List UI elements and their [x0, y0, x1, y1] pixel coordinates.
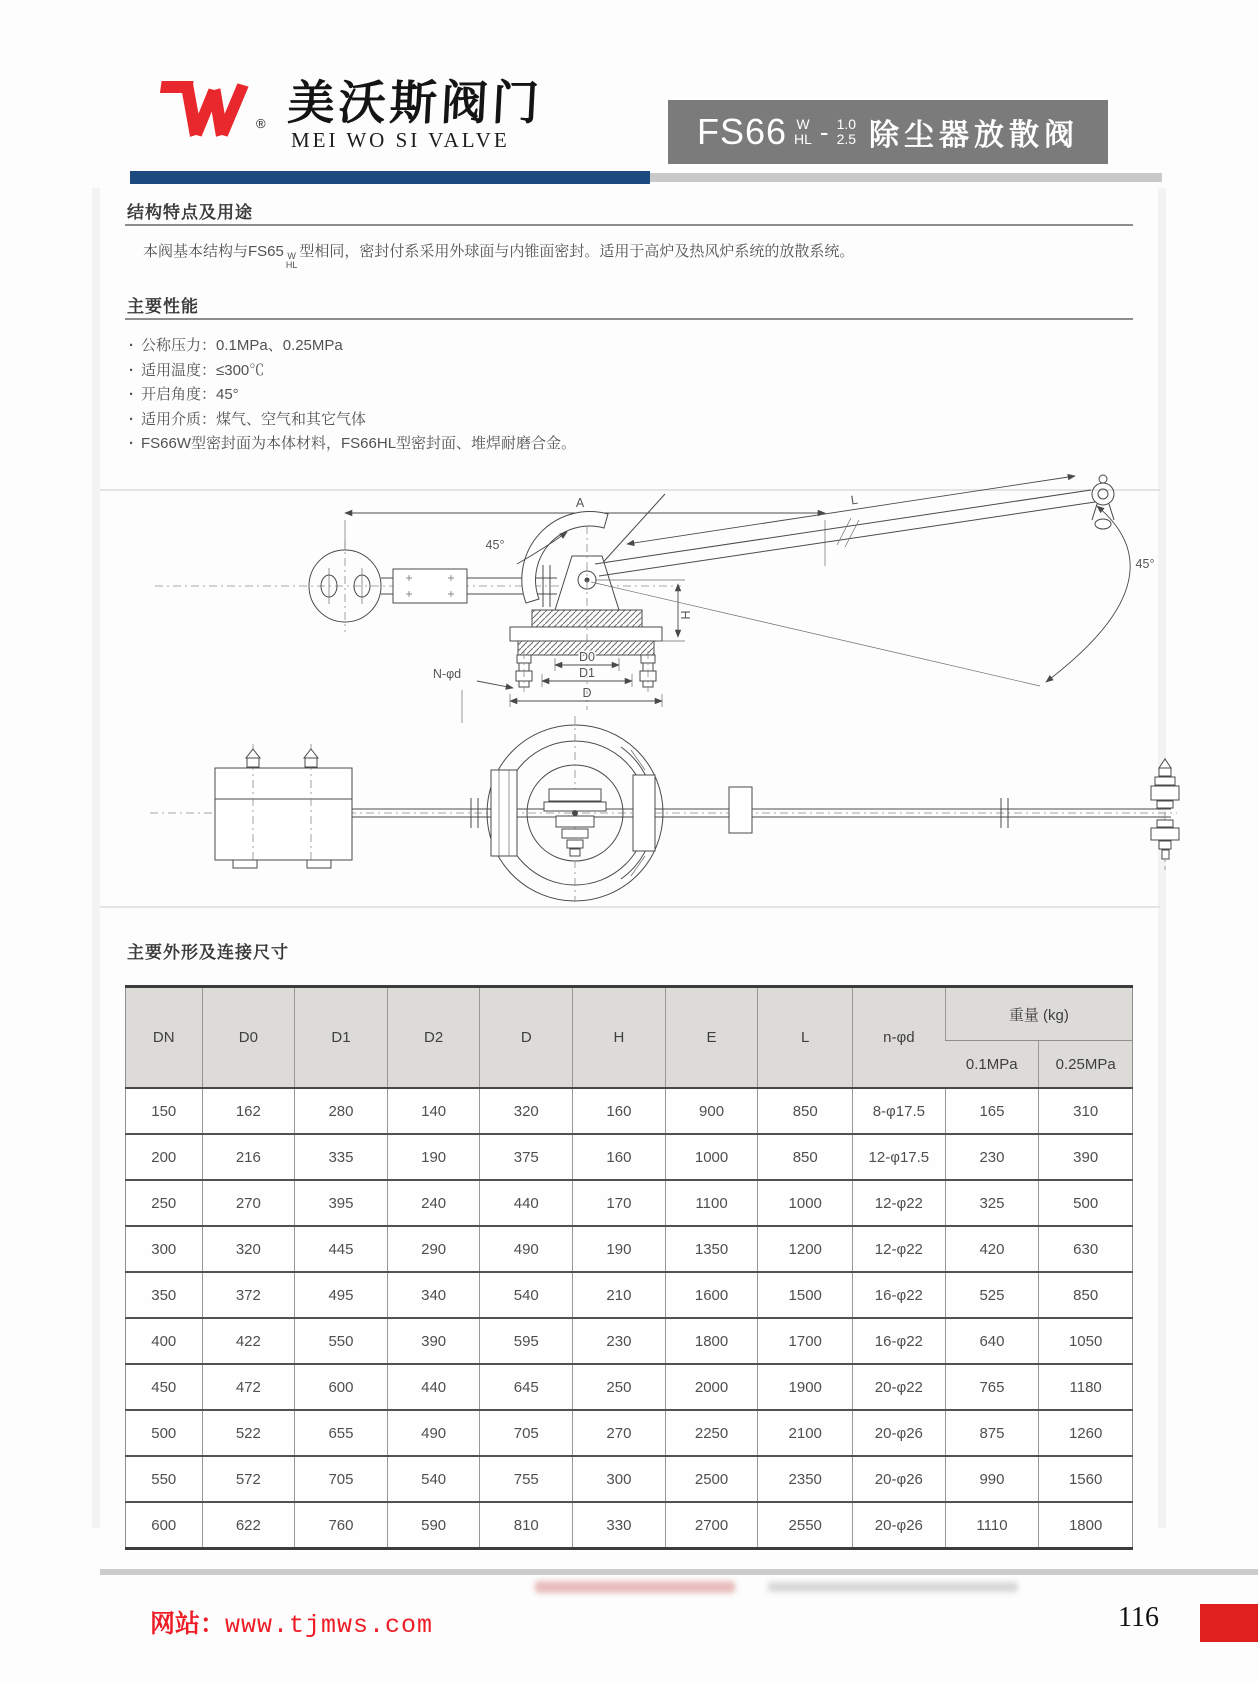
table-cell: 160: [573, 1134, 666, 1180]
performance-item: · 适用介质：煤气、空气和其它气体: [129, 408, 1029, 433]
table-cell: 240: [387, 1180, 480, 1226]
table-cell: 280: [295, 1088, 388, 1134]
table-cell: 20-φ22: [853, 1364, 946, 1410]
table-cell: 540: [387, 1456, 480, 1502]
table-cell: 270: [202, 1180, 295, 1226]
table-cell: 450: [126, 1364, 203, 1410]
table-cell: 645: [480, 1364, 573, 1410]
table-cell: 16-φ22: [853, 1318, 946, 1364]
table-cell: 2100: [758, 1410, 853, 1456]
table-cell: 1200: [758, 1226, 853, 1272]
table-cell: 330: [573, 1502, 666, 1549]
table-row: [126, 1456, 1133, 1502]
table-cell: 190: [573, 1226, 666, 1272]
table-cell: 320: [480, 1088, 573, 1134]
pressure-top: 1.0: [836, 116, 857, 132]
table-cell: 250: [573, 1364, 666, 1410]
column-header: D0: [202, 987, 295, 1089]
table-cell: 210: [573, 1272, 666, 1318]
blurred-footer-text: [535, 1581, 735, 1593]
website-label: 网站：: [150, 1610, 226, 1638]
column-header: L: [758, 987, 853, 1089]
table-cell: 1000: [758, 1180, 853, 1226]
table-cell: 540: [480, 1272, 573, 1318]
features-heading: 结构特点及用途: [127, 203, 253, 222]
header-gray-bar: [650, 173, 1162, 182]
table-cell: 12-φ22: [853, 1226, 946, 1272]
pressure-rating: [837, 117, 856, 147]
table-cell: 8-φ17.5: [853, 1088, 946, 1134]
table-cell: 622: [202, 1502, 295, 1549]
table-cell: 150: [126, 1088, 203, 1134]
table-body: [126, 1088, 1133, 1549]
registered-mark: ®: [256, 116, 266, 131]
performance-rule: [125, 318, 1133, 320]
angle-label-right: 45°: [1135, 557, 1155, 571]
features-body: [143, 240, 1073, 270]
brand-name-cn: 美沃斯阀门: [286, 76, 545, 131]
table-cell: 2250: [665, 1410, 758, 1456]
table-cell: 170: [573, 1180, 666, 1226]
table-cell: 1800: [1039, 1502, 1133, 1549]
table-cell: 500: [126, 1410, 203, 1456]
column-header: n-φd: [853, 987, 946, 1089]
table-cell: 1180: [1039, 1364, 1133, 1410]
table-cell: 900: [665, 1088, 758, 1134]
angle-label-top: 45°: [485, 538, 505, 552]
table-cell: 20-φ26: [853, 1456, 946, 1502]
column-header: D2: [387, 987, 480, 1089]
table-cell: 12-φ17.5: [853, 1134, 946, 1180]
table-cell: 705: [295, 1456, 388, 1502]
table-cell: 600: [295, 1364, 388, 1410]
table-cell: 850: [758, 1134, 853, 1180]
pressure-bottom: 2.5: [836, 131, 857, 147]
table-cell: 490: [480, 1226, 573, 1272]
performance-heading: 主要性能: [127, 297, 199, 316]
dim-label-d0: D0: [579, 650, 595, 664]
table-cell: 1110: [945, 1502, 1039, 1549]
page-corner-red-block: [1200, 1604, 1258, 1642]
table-cell: 2000: [665, 1364, 758, 1410]
table-cell: 350: [126, 1272, 203, 1318]
table-cell: 165: [945, 1088, 1039, 1134]
table-cell: 270: [573, 1410, 666, 1456]
table-cell: 850: [1039, 1272, 1133, 1318]
variant-top: W: [796, 116, 810, 132]
table-cell: 162: [202, 1088, 295, 1134]
features-rule: [125, 224, 1133, 226]
table-cell: 495: [295, 1272, 388, 1318]
table-cell: 525: [945, 1272, 1039, 1318]
performance-item: · 适用温度：≤300℃: [129, 359, 1029, 384]
column-header: D: [480, 987, 573, 1089]
table-cell: 300: [126, 1226, 203, 1272]
product-title-bar: [668, 100, 1108, 164]
features-body-suffix: 型相同，密封付系采用外球面与内锥面密封。适用于高炉及热风炉系统的放散系统。: [299, 243, 855, 260]
table-cell: 2350: [758, 1456, 853, 1502]
footer-divider-bar: [100, 1569, 1258, 1575]
dim-label-l: L: [849, 492, 859, 508]
table-row: [126, 1226, 1133, 1272]
table-cell: 522: [202, 1410, 295, 1456]
table-cell: 160: [573, 1088, 666, 1134]
brand-logo-icon: [150, 78, 252, 142]
table-cell: 875: [945, 1410, 1039, 1456]
table-cell: 20-φ26: [853, 1410, 946, 1456]
table-row: [126, 1318, 1133, 1364]
table-cell: 2500: [665, 1456, 758, 1502]
weight-column-header: 0.1MPa: [945, 1041, 1039, 1089]
table-cell: 390: [387, 1318, 480, 1364]
table-cell: 590: [387, 1502, 480, 1549]
table-cell: 1900: [758, 1364, 853, 1410]
column-header: E: [665, 987, 758, 1089]
features-model-variant: [286, 252, 298, 270]
table-cell: 20-φ26: [853, 1502, 946, 1549]
table-cell: 2700: [665, 1502, 758, 1549]
column-header: H: [573, 987, 666, 1089]
table-cell: 850: [758, 1088, 853, 1134]
table-section-divider: [100, 906, 1160, 908]
table-cell: 440: [480, 1180, 573, 1226]
variant-bottom: HL: [794, 131, 812, 147]
weight-group-header: 重量 (kg): [945, 987, 1132, 1041]
table-cell: 445: [295, 1226, 388, 1272]
table-cell: 216: [202, 1134, 295, 1180]
table-cell: 550: [126, 1456, 203, 1502]
table-cell: 1050: [1039, 1318, 1133, 1364]
weight-column-header: 0.25MPa: [1039, 1041, 1133, 1089]
table-cell: 140: [387, 1088, 480, 1134]
table-cell: 230: [573, 1318, 666, 1364]
product-name: 除尘器放散阀: [869, 119, 1080, 152]
dim-label-h: H: [679, 610, 693, 620]
table-cell: 440: [387, 1364, 480, 1410]
column-header: D1: [295, 987, 388, 1089]
table-cell: 335: [295, 1134, 388, 1180]
table-cell: 16-φ22: [853, 1272, 946, 1318]
table-cell: 340: [387, 1272, 480, 1318]
table-cell: 600: [126, 1502, 203, 1549]
features-variant-bottom: HL: [285, 260, 298, 270]
table-cell: 500: [1039, 1180, 1133, 1226]
brand-name-en: MEI WO SI VALVE: [291, 128, 510, 152]
table-cell: 760: [295, 1502, 388, 1549]
table-cell: 2550: [758, 1502, 853, 1549]
table-cell: 472: [202, 1364, 295, 1410]
page-edge-left: [92, 188, 100, 1528]
table-cell: 490: [387, 1410, 480, 1456]
table-cell: 230: [945, 1134, 1039, 1180]
performance-item: · 公称压力：0.1MPa、0.25MPa: [129, 334, 1029, 359]
dimensions-table: [125, 985, 1133, 1550]
table-cell: 290: [387, 1226, 480, 1272]
dim-label-d: D: [582, 686, 592, 700]
table-cell: 1600: [665, 1272, 758, 1318]
table-cell: 390: [1039, 1134, 1133, 1180]
table-cell: 325: [945, 1180, 1039, 1226]
table-cell: 810: [480, 1502, 573, 1549]
dimensions-heading: 主要外形及连接尺寸: [127, 943, 289, 962]
table-cell: 1560: [1039, 1456, 1133, 1502]
table-cell: 250: [126, 1180, 203, 1226]
table-head: [126, 987, 1133, 1089]
table-cell: 1350: [665, 1226, 758, 1272]
website-url: www.tjmws.com: [225, 1611, 434, 1640]
technical-drawing: [125, 468, 1205, 903]
model-variant: [794, 117, 812, 147]
table-cell: 1500: [758, 1272, 853, 1318]
title-dash: -: [819, 116, 829, 147]
page-number: 116: [1118, 1602, 1159, 1633]
performance-item: · FS66W型密封面为本体材料，FS66HL型密封面、堆焊耐磨合金。: [129, 432, 1029, 457]
table-cell: 765: [945, 1364, 1039, 1410]
header-navy-bar: [130, 171, 650, 184]
table-row: [126, 1134, 1133, 1180]
performance-item: · 开启角度：45°: [129, 383, 1029, 408]
table-cell: 595: [480, 1318, 573, 1364]
dim-label-d1: D1: [579, 666, 595, 680]
table-cell: 705: [480, 1410, 573, 1456]
table-cell: 1700: [758, 1318, 853, 1364]
performance-list: [129, 334, 1029, 457]
website-link[interactable]: [150, 1604, 433, 1640]
table-cell: 1000: [665, 1134, 758, 1180]
table-cell: 990: [945, 1456, 1039, 1502]
model-code: FS66: [696, 111, 787, 152]
table-row: [126, 1272, 1133, 1318]
table-cell: 310: [1039, 1088, 1133, 1134]
blurred-footer-text-2: [768, 1582, 1018, 1592]
table-cell: 375: [480, 1134, 573, 1180]
table-cell: 755: [480, 1456, 573, 1502]
table-cell: 300: [573, 1456, 666, 1502]
table-cell: 400: [126, 1318, 203, 1364]
table-cell: 550: [295, 1318, 388, 1364]
dim-label-a: A: [575, 496, 585, 510]
table-row: [126, 1088, 1133, 1134]
table-cell: 630: [1039, 1226, 1133, 1272]
table-row: [126, 1364, 1133, 1410]
table-cell: 1100: [665, 1180, 758, 1226]
table-cell: 320: [202, 1226, 295, 1272]
table-cell: 372: [202, 1272, 295, 1318]
table-row: [126, 1410, 1133, 1456]
table-row: [126, 1180, 1133, 1226]
table-cell: 640: [945, 1318, 1039, 1364]
table-cell: 12-φ22: [853, 1180, 946, 1226]
bolt-note-label: N-φd: [432, 667, 462, 681]
features-variant-top: W: [287, 251, 296, 261]
table-cell: 1260: [1039, 1410, 1133, 1456]
table-cell: 1800: [665, 1318, 758, 1364]
table-cell: 422: [202, 1318, 295, 1364]
table-cell: 655: [295, 1410, 388, 1456]
table-cell: 572: [202, 1456, 295, 1502]
table-cell: 420: [945, 1226, 1039, 1272]
table-cell: 200: [126, 1134, 203, 1180]
table-cell: 190: [387, 1134, 480, 1180]
features-body-prefix: 本阀基本结构与FS65: [143, 243, 284, 260]
table-row: [126, 1502, 1133, 1549]
table-cell: 395: [295, 1180, 388, 1226]
column-header: DN: [126, 987, 203, 1089]
